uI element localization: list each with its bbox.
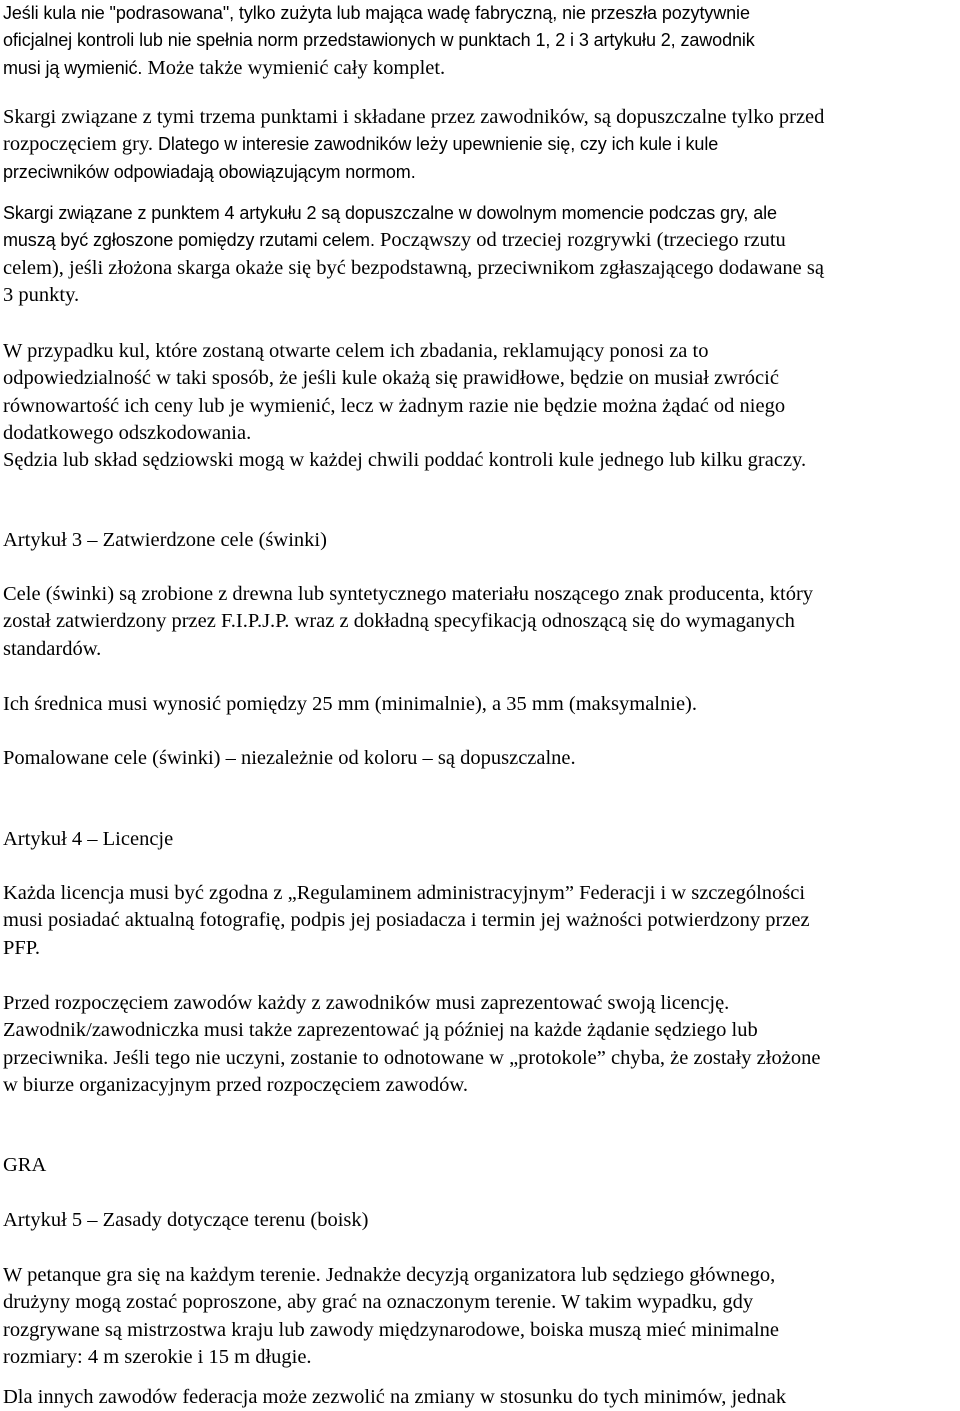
text-line: przeciwnika. Jeśli tego nie uczyni, zostanie to odnotowane w „protokole” chyba, że zostały złożone bbox=[3, 1046, 821, 1069]
article-3-heading: Artykuł 3 – Zatwierdzone cele (świnki) bbox=[3, 529, 327, 551]
article-3-paragraph-1 bbox=[3, 581, 958, 663]
text-line: Każda licencja musi być zgodna z „Regulaminem administracyjnym” Federacji i w szczególności bbox=[3, 882, 806, 904]
complaints-paragraph-1 bbox=[3, 104, 958, 186]
text-line bbox=[3, 227, 958, 254]
article-4-paragraph-2 bbox=[3, 990, 958, 1099]
text-line: Przed rozpoczęciem zawodów każdy z zawodników musi zaprezentować swoją licencję. bbox=[3, 992, 730, 1014]
text-line: Dla innych zawodów federacja może zezwolić na zmiany w stosunku do tych minimów, jednak bbox=[3, 1386, 787, 1408]
text-line: Skargi związane z punktem 4 artykułu 2 są dopuszczalne w dowolnym momencie podczas gry, ale bbox=[3, 203, 777, 223]
section-heading-gra: GRA bbox=[3, 1154, 47, 1176]
text-line: Skargi związane z tymi trzema punktami i składane przez zawodników, są dopuszczalne tylko przed bbox=[3, 106, 825, 128]
text-line: odpowiedzialność w taki sposób, że jeśli kule okażą się prawidłowe, będzie on musiał zwrócić bbox=[3, 367, 779, 390]
text-line: Cele (świnki) są zrobione z drewna lub syntetycznego materiału noszącego znak producenta, który bbox=[3, 583, 814, 605]
text-line: musi posiadać aktualną fotografię, podpis jej posiadacza i termin jej ważności potwierdzony przez bbox=[3, 909, 810, 932]
text-line: drużyny mogą zostać poproszone, aby grać na oznaczonym terenie. W takim wypadku, gdy bbox=[3, 1291, 754, 1314]
text-line: celem), jeśli złożona skarga okaże się być bezpodstawną, przeciwnikom zgłaszającego dodawane są bbox=[3, 256, 824, 279]
text-line bbox=[3, 55, 958, 82]
text-fragment: Począwszy od trzeciej rozgrywki (trzeciego rzutu bbox=[374, 229, 786, 252]
text-fragment: Może także wymienić cały komplet. bbox=[142, 56, 446, 79]
text-line: w biurze organizacyjnym przed rozpoczęciem zawodów. bbox=[3, 1073, 469, 1096]
text-line: rozmiary: 4 m szerokie i 15 m długie. bbox=[3, 1345, 312, 1368]
text-fragment: muszą być zgłoszone pomiędzy rzutami celem. bbox=[3, 230, 375, 251]
article-4-heading: Artykuł 4 – Licencje bbox=[3, 828, 174, 850]
text-fragment: Dlatego w interesie zawodników leży upewnienie się, czy ich kule i kule bbox=[153, 134, 719, 155]
text-line bbox=[3, 131, 958, 158]
text-line: Jeśli kula nie "podrasowana", tylko zużyta lub mająca wadę fabryczną, nie przeszła pozytywnie bbox=[3, 3, 750, 23]
text-line: W przypadku kul, które zostaną otwarte celem ich zbadania, reklamujący ponosi za to bbox=[3, 340, 709, 362]
article-5-heading: Artykuł 5 – Zasady dotyczące terenu (boisk) bbox=[3, 1209, 369, 1231]
article-5-paragraph-1 bbox=[3, 1262, 958, 1371]
text-line: równowartość ich ceny lub je wymienić, lecz w żadnym razie nie będzie można żądać od niego bbox=[3, 394, 786, 417]
text-line: został zatwierdzony przez F.I.P.J.P. wraz z dokładną specyfikacją odnoszącą się do wymaganych bbox=[3, 610, 795, 633]
text-line: oficjalnej kontroli lub nie spełnia norm przedstawionych w punktach 1, 2 i 3 artykułu 2, zawodnik bbox=[3, 30, 755, 51]
text-line: dodatkowego odszkodowania. bbox=[3, 421, 252, 444]
complaints-paragraph-2 bbox=[3, 200, 958, 309]
text-line: Zawodnik/zawodniczka musi także zaprezentować ją później na każde żądanie sędziego lub bbox=[3, 1019, 758, 1042]
text-line: Sędzia lub skład sędziowski mogą w każdej chwili poddać kontroli kule jednego lub kilku graczy. bbox=[3, 449, 807, 472]
text-line: rozgrywane są mistrzostwa kraju lub zawody międzynarodowe, boiska muszą mieć minimalne bbox=[3, 1318, 779, 1341]
text-line: przeciwników odpowiadają obowiązującym normom. bbox=[3, 161, 416, 182]
text-fragment: rozpoczęciem gry. bbox=[3, 133, 154, 156]
intro-paragraph bbox=[3, 0, 958, 82]
text-line: 3 punkty. bbox=[3, 283, 80, 306]
text-line: standardów. bbox=[3, 637, 102, 660]
article-5-paragraph-2 bbox=[3, 1384, 958, 1411]
article-4-paragraph-1 bbox=[3, 880, 958, 962]
text-line: PFP. bbox=[3, 936, 41, 959]
article-3-paragraph-2: Ich średnica musi wynosić pomiędzy 25 mm (minimalnie), a 35 mm (maksymalnie). bbox=[3, 693, 697, 715]
text-fragment: musi ją wymienić. bbox=[3, 57, 143, 78]
opened-balls-paragraph bbox=[3, 338, 958, 474]
text-line: W petanque gra się na każdym terenie. Jednakże decyzją organizatora lub sędziego głównego, bbox=[3, 1264, 776, 1286]
article-3-paragraph-3: Pomalowane cele (świnki) – niezależnie od koloru – są dopuszczalne. bbox=[3, 747, 576, 769]
